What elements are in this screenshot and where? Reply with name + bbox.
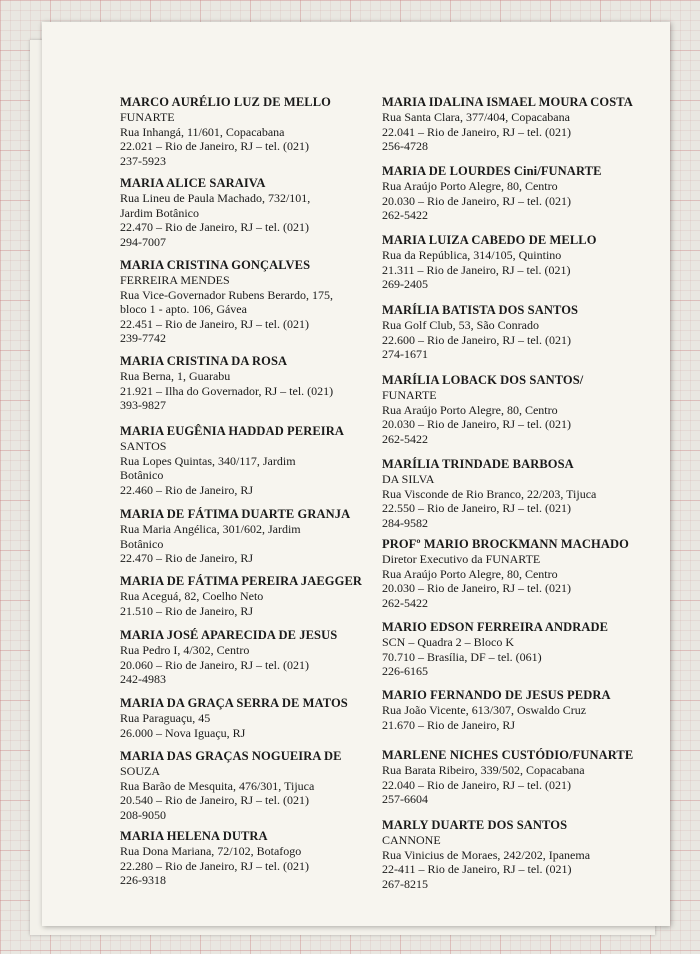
entry-line: Rua Dona Mariana, 72/102, Botafogo xyxy=(120,844,302,858)
entry-name: MARIA DE FÁTIMA PEREIRA JAEGGER xyxy=(120,574,363,588)
document-page xyxy=(42,22,670,926)
entry-line: 21.311 – Rio de Janeiro, RJ – tel. (021) xyxy=(382,262,571,277)
entry-line: 256-4728 xyxy=(382,139,428,153)
entry-line: 22.021 – Rio de Janeiro, RJ – tel. (021) xyxy=(120,139,309,153)
directory-entry xyxy=(120,828,375,888)
entry-name: MARLY DUARTE DOS SANTOS xyxy=(382,818,568,832)
entry-line: FUNARTE xyxy=(382,388,437,402)
entry-line: 20.030 – Rio de Janeiro, RJ – tel. (021) xyxy=(382,193,571,208)
entry-name: MARIA ALICE SARAIVA xyxy=(120,176,266,190)
entry-line: 20.060 – Rio de Janeiro, RJ – tel. (021) xyxy=(120,657,309,672)
entry-name: MARÍLIA LOBACK DOS SANTOS/ xyxy=(382,373,584,387)
entry-line: Rua Pedro I, 4/302, Centro xyxy=(120,643,250,657)
entry-name: MARIA DAS GRAÇAS NOGUEIRA DE xyxy=(120,749,342,763)
entry-line: Diretor Executivo da FUNARTE xyxy=(382,552,541,566)
entry-line: 257-6604 xyxy=(382,792,428,806)
entry-line: Rua João Vicente, 613/307, Oswaldo Cruz xyxy=(382,703,587,717)
entry-name: MARIA DE FÁTIMA DUARTE GRANJA xyxy=(120,507,351,521)
entry-line: 20.030 – Rio de Janeiro, RJ – tel. (021) xyxy=(382,417,571,431)
entry-line: 242-4983 xyxy=(120,672,166,686)
entry-line: SCN – Quadra 2 – Bloco K xyxy=(382,635,514,649)
entry-line: 226-9318 xyxy=(120,873,166,887)
entry-line: Rua Berna, 1, Guarabu xyxy=(120,369,231,383)
entry-name: MARCO AURÉLIO LUZ DE MELLO xyxy=(120,95,331,109)
entry-line: 239-7742 xyxy=(120,331,166,345)
entry-line: Rua Golf Club, 53, São Conrado xyxy=(382,318,539,332)
directory-entry xyxy=(120,175,375,249)
entry-line: 269-2405 xyxy=(382,277,428,291)
entry-line: SANTOS xyxy=(120,439,167,453)
directory-entry xyxy=(382,232,642,292)
directory-entry xyxy=(120,257,375,346)
directory-entry xyxy=(382,747,642,807)
entry-name: MARIA CRISTINA DA ROSA xyxy=(120,354,288,368)
entry-line: Rua Vinicius de Moraes, 242/202, Ipanema xyxy=(382,847,591,862)
entry-line: 22.470 – Rio de Janeiro, RJ xyxy=(120,551,253,565)
entry-line: 22-411 – Rio de Janeiro, RJ – tel. (021) xyxy=(382,862,572,876)
entry-line: CANNONE xyxy=(382,833,441,847)
entry-line: 20.030 – Rio de Janeiro, RJ – tel. (021) xyxy=(382,581,571,595)
entry-line: SOUZA xyxy=(120,764,161,778)
entry-name: MARIO EDSON FERREIRA ANDRADE xyxy=(382,620,609,634)
entry-line: 208-9050 xyxy=(120,807,166,822)
entry-line: 22.041 – Rio de Janeiro, RJ – tel. (021) xyxy=(382,124,571,139)
entry-line: Rua Lineu de Paula Machado, 732/101, xyxy=(120,191,311,205)
entry-line: Rua Paraguaçu, 45 xyxy=(120,711,211,725)
entry-name: MARIA HELENA DUTRA xyxy=(120,829,268,843)
entry-name: MARLENE NICHES CUSTÓDIO/FUNARTE xyxy=(382,748,634,762)
entry-line: 267-8215 xyxy=(382,876,428,891)
entry-name: MARÍLIA BATISTA DOS SANTOS xyxy=(382,303,579,317)
entry-line: Botânico xyxy=(120,468,164,482)
entry-line: Rua Araújo Porto Alegre, 80, Centro xyxy=(382,566,558,581)
entry-name: MARIA DA GRAÇA SERRA DE MATOS xyxy=(120,696,348,710)
entry-line: Jardim Botânico xyxy=(120,205,199,220)
entry-line: 237-5923 xyxy=(120,153,166,168)
entry-line: Rua Barão de Mesquita, 476/301, Tijuca xyxy=(120,778,315,793)
entry-line: Rua Inhangá, 11/601, Copacabana xyxy=(120,124,285,139)
directory-entry xyxy=(382,619,642,679)
directory-entry xyxy=(382,456,642,530)
entry-line: 274-1671 xyxy=(382,347,428,361)
entry-line: 20.540 – Rio de Janeiro, RJ – tel. (021) xyxy=(120,793,309,807)
entry-line: 393-9827 xyxy=(120,398,166,412)
entry-line: Rua Maria Angélica, 301/602, Jardim xyxy=(120,522,301,536)
entry-name: PROFº MARIO BROCKMANN MACHADO xyxy=(382,537,629,551)
entry-line: 21.510 – Rio de Janeiro, RJ xyxy=(120,603,253,618)
directory-entry xyxy=(382,163,642,223)
entry-line: DA SILVA xyxy=(382,472,435,486)
directory-entry xyxy=(120,748,375,822)
entry-name: MARIO FERNANDO DE JESUS PEDRA xyxy=(382,688,611,702)
directory-entry xyxy=(120,353,375,413)
entry-line: Rua Araújo Porto Alegre, 80, Centro xyxy=(382,402,558,417)
entry-name: MARIA IDALINA ISMAEL MOURA COSTA xyxy=(382,95,633,109)
entry-line: 22.470 – Rio de Janeiro, RJ – tel. (021) xyxy=(120,220,309,234)
entry-name: MARIA LUIZA CABEDO DE MELLO xyxy=(382,233,597,247)
entry-line: Rua Aceguá, 82, Coelho Neto xyxy=(120,589,264,603)
entry-line: 22.600 – Rio de Janeiro, RJ – tel. (021) xyxy=(382,332,571,347)
entry-line: 294-7007 xyxy=(120,234,166,249)
entry-line: 262-5422 xyxy=(382,208,428,222)
entry-line: 262-5422 xyxy=(382,431,428,446)
entry-line: Botânico xyxy=(120,536,164,551)
entry-line: 22.460 – Rio de Janeiro, RJ xyxy=(120,482,253,497)
entry-line: 284-9582 xyxy=(382,515,428,530)
entry-line: 262-5422 xyxy=(382,595,428,610)
directory-entry xyxy=(382,817,642,891)
directory-entry xyxy=(120,423,375,497)
entry-name: MARIA EUGÊNIA HADDAD PEREIRA xyxy=(120,424,344,438)
entry-name: MARIA JOSÉ APARECIDA DE JESUS xyxy=(120,628,338,642)
entry-line: 70.710 – Brasília, DF – tel. (061) xyxy=(382,649,542,664)
directory-entry xyxy=(382,302,642,362)
directory-entry xyxy=(382,536,642,610)
entry-line: Rua Vice-Governador Rubens Berardo, 175, xyxy=(120,287,333,302)
entry-line: Rua Santa Clara, 377/404, Copacabana xyxy=(382,110,570,124)
entry-line: 21.921 – Ilha do Governador, RJ – tel. (021) xyxy=(120,383,334,398)
entry-line: FUNARTE xyxy=(120,110,175,124)
directory-entry xyxy=(120,573,375,618)
entry-line: Rua Barata Ribeiro, 339/502, Copacabana xyxy=(382,763,585,777)
entry-line: bloco 1 - apto. 106, Gávea xyxy=(120,302,247,316)
entry-line: FERREIRA MENDES xyxy=(120,273,230,287)
entry-line: 22.451 – Rio de Janeiro, RJ – tel. (021) xyxy=(120,316,309,331)
directory-entry xyxy=(120,627,375,687)
entry-line: 226-6165 xyxy=(382,664,428,678)
directory-entry xyxy=(120,695,375,740)
directory-entry xyxy=(120,94,375,168)
entry-line: Rua Visconde de Rio Branco, 22/203, Tijuca xyxy=(382,486,597,501)
entry-name: MARIA CRISTINA GONÇALVES xyxy=(120,258,311,272)
directory-entry xyxy=(120,506,375,566)
directory-entry xyxy=(382,687,642,732)
entry-line: Rua Lopes Quintas, 340/117, Jardim xyxy=(120,453,296,468)
entry-name: MARIA DE LOURDES Cini/FUNARTE xyxy=(382,164,602,178)
entry-line: 21.670 – Rio de Janeiro, RJ xyxy=(382,717,515,732)
entry-line: 22.280 – Rio de Janeiro, RJ – tel. (021) xyxy=(120,858,309,873)
entry-name: MARÍLIA TRINDADE BARBOSA xyxy=(382,457,574,471)
entry-line: 26.000 – Nova Iguaçu, RJ xyxy=(120,725,246,740)
directory-entry xyxy=(382,372,642,446)
entry-line: 22.550 – Rio de Janeiro, RJ – tel. (021) xyxy=(382,501,571,515)
entry-line: Rua Araújo Porto Alegre, 80, Centro xyxy=(382,179,558,193)
entry-line: Rua da República, 314/105, Quintino xyxy=(382,248,562,262)
entry-line: 22.040 – Rio de Janeiro, RJ – tel. (021) xyxy=(382,777,571,792)
directory-entry xyxy=(382,94,642,154)
